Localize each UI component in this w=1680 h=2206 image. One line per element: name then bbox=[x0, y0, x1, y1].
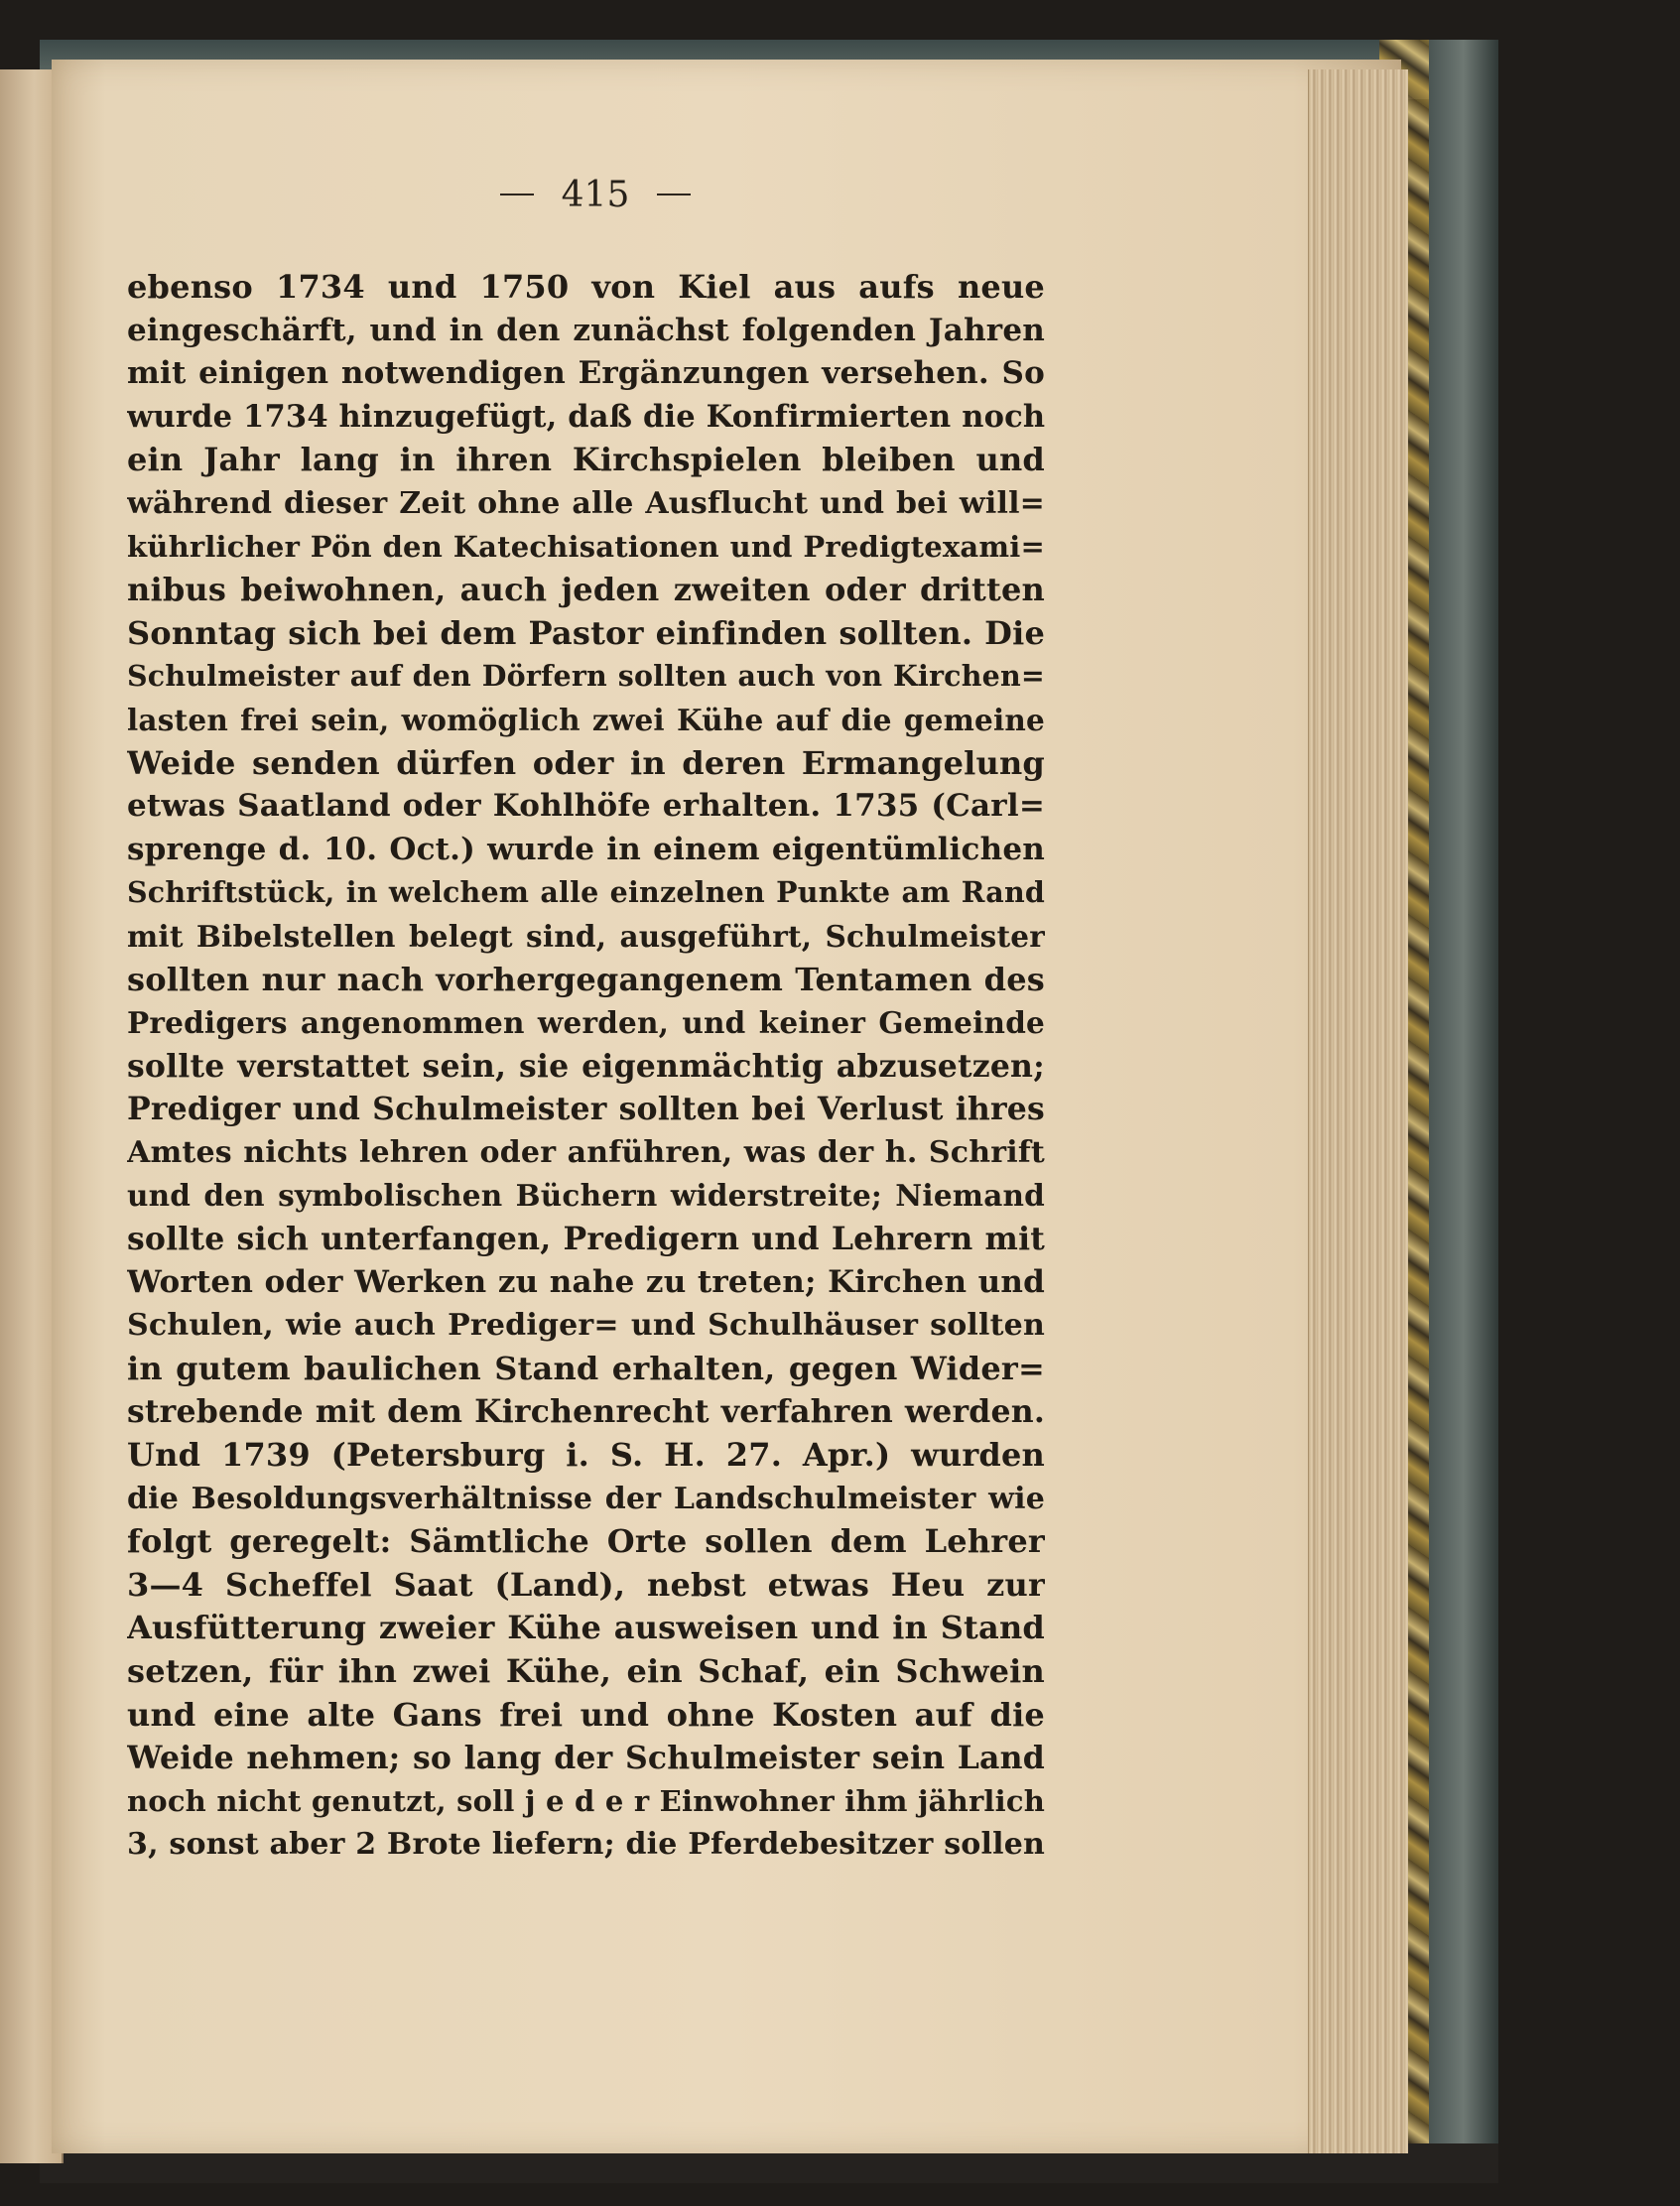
text-line: Amtes nichts lehren oder anführen, was der h. Schrift bbox=[127, 1134, 1045, 1170]
text-line: 3, sonst aber 2 Brote liefern; die Pferdebesitzer sollen bbox=[127, 1827, 1045, 1863]
text-line: während dieser Zeit ohne alle Ausflucht und bei will= bbox=[127, 485, 1045, 521]
text-line: sollte sich unterfangen, Predigern und Lehrern mit bbox=[127, 1221, 1045, 1258]
text-line: strebende mit dem Kirchenrecht verfahren werden. bbox=[127, 1393, 1045, 1431]
text-line: sprenge d. 10. Oct.) wurde in einem eigentümlichen bbox=[127, 831, 1045, 867]
text-line: sollten nur nach vorhergegangenem Tentamen des bbox=[127, 960, 1045, 998]
text-line: die Besoldungsverhältnisse der Landschulmeister wie bbox=[127, 1481, 1045, 1516]
text-line: Schriftstück, in welchem alle einzelnen Punkte am Rand bbox=[127, 875, 1045, 910]
text-line: lasten frei sein, womöglich zwei Kühe auf die gemeine bbox=[127, 702, 1045, 737]
text-line: etwas Saatland oder Kohlhöfe erhalten. 1735 (Carl= bbox=[127, 788, 1045, 825]
text-line: nibus beiwohnen, auch jeden zweiten oder dritten bbox=[127, 571, 1045, 609]
text-line: Prediger und Schulmeister sollten bei Verlust ihres bbox=[127, 1091, 1045, 1128]
text-line: eingeschärft, und in den zunächst folgenden Jahren bbox=[127, 312, 1045, 348]
page-header bbox=[476, 167, 714, 222]
text-line: Predigers angenommen werden, und keiner Gemeinde bbox=[127, 1005, 1045, 1041]
body-text bbox=[127, 266, 1045, 1867]
text-line: mit Bibelstellen belegt sind, ausgeführt, Schulmeister bbox=[127, 918, 1045, 954]
text-line: und den symbolischen Büchern widerstreite; Niemand bbox=[127, 1178, 1045, 1214]
text-line: Sonntag sich bei dem Pastor einfinden sollten. Die bbox=[127, 613, 1045, 652]
text-line: kührlicher Pön den Katechisationen und Predigtexami= bbox=[127, 529, 1045, 564]
text-line: wurde 1734 hinzugefügt, daß die Konfirmierten noch bbox=[127, 398, 1045, 435]
text-line: setzen, für ihn zwei Kühe, ein Schaf, ein Schwein bbox=[127, 1652, 1045, 1690]
page-fore-edge bbox=[1308, 69, 1408, 2153]
text-line: in gutem baulichen Stand erhalten, gegen Wider= bbox=[127, 1349, 1045, 1387]
text-line: Schulen, wie auch Prediger= und Schulhäuser sollten bbox=[127, 1308, 1045, 1344]
text-line: und eine alte Gans frei und ohne Kosten auf die bbox=[127, 1695, 1045, 1734]
text-line: Schulmeister auf den Dörfern sollten auch von Kirchen= bbox=[127, 659, 1045, 694]
text-line: ein Jahr lang in ihren Kirchspielen bleiben und bbox=[127, 441, 1045, 479]
text-line: mit einigen notwendigen Ergänzungen versehen. So bbox=[127, 355, 1045, 392]
text-line: Ausfütterung zweier Kühe ausweisen und in Stand bbox=[127, 1609, 1045, 1647]
text-line: sollte verstattet sein, sie eigenmächtig abzusetzen; bbox=[127, 1047, 1045, 1085]
book-cover-right bbox=[1429, 40, 1498, 2153]
text-line: ebenso 1734 und 1750 von Kiel aus aufs neue bbox=[127, 268, 1045, 306]
text-line: noch nicht genutzt, soll j e d e r Einwohner ihm jährlich bbox=[127, 1783, 1045, 1818]
text-line: Weide nehmen; so lang der Schulmeister sein Land bbox=[127, 1740, 1045, 1777]
header-dash-left bbox=[500, 194, 534, 195]
text-line: Und 1739 (Petersburg i. S. H. 27. Apr.) wurden bbox=[127, 1436, 1045, 1475]
text-line: Worten oder Werken zu nahe zu treten; Kirchen und bbox=[127, 1263, 1045, 1300]
text-line: 3—4 Scheffel Saat (Land), nebst etwas Heu zur bbox=[127, 1565, 1045, 1604]
header-dash-right bbox=[657, 194, 691, 195]
page-number: 415 bbox=[561, 174, 630, 215]
text-line: Weide senden dürfen oder in deren Ermangelung bbox=[127, 743, 1045, 782]
text-line: folgt geregelt: Sämtliche Orte sollen dem Lehrer bbox=[127, 1522, 1045, 1561]
